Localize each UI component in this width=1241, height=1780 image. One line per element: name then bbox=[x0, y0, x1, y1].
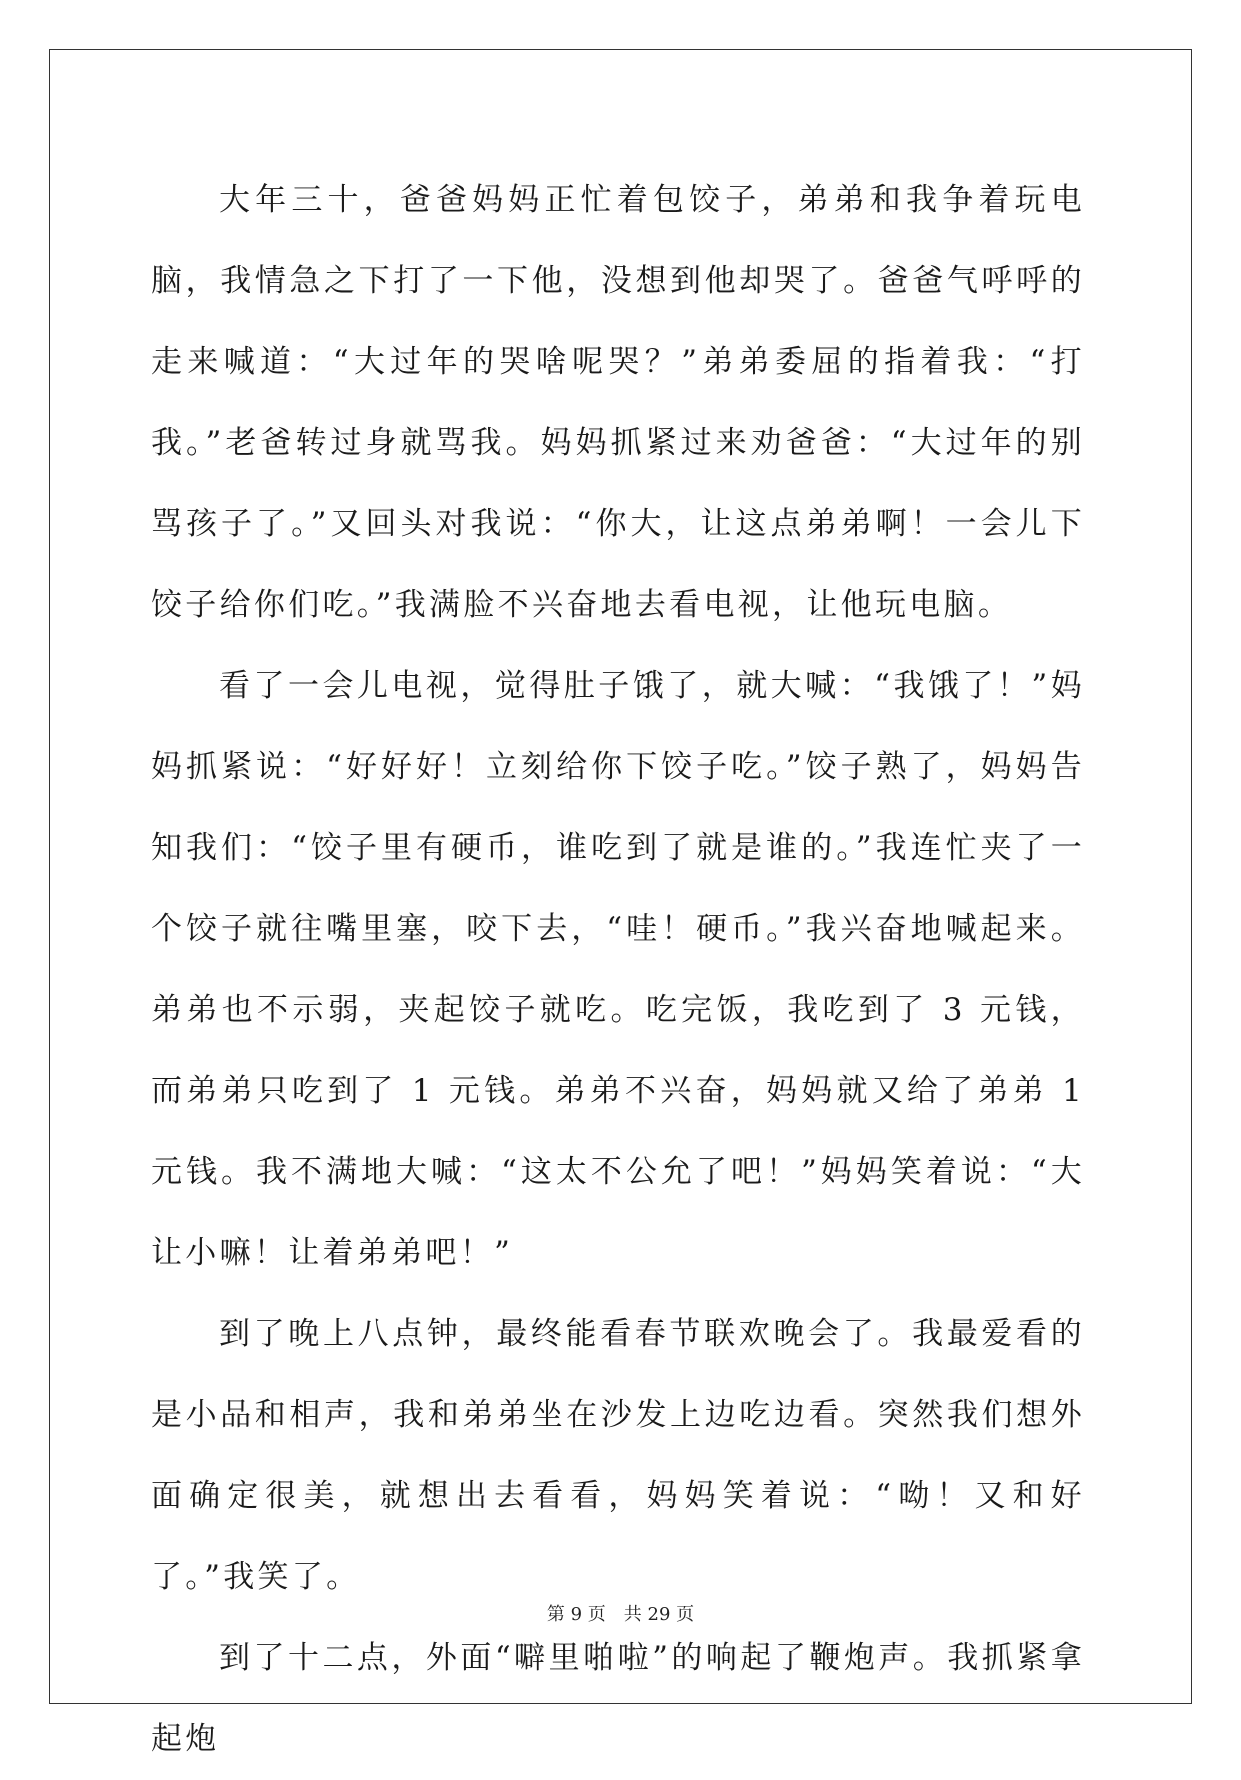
document-body bbox=[151, 160, 1085, 1780]
paragraph-1: 大年三十，爸爸妈妈正忙着包饺子，弟弟和我争着玩电脑，我情急之下打了一下他，没想到他却哭了。爸爸气呼呼的走来喊道：“大过年的哭啥呢哭？”弟弟委屈的指着我：“打我。”老爸转过身就骂我。妈妈抓紧过来劝爸爸：“大过年的别骂孩子了。”又回头对我说：“你大，让这点弟弟啊！一会儿下饺子给你们吃。”我满脸不兴奋地去看电视，让他玩电脑。 bbox=[151, 182, 1085, 623]
paragraph-3: 到了晚上八点钟，最终能看春节联欢晚会了。我最爱看的是小品和相声，我和弟弟坐在沙发上边吃边看。突然我们想外面确定很美，就想出去看看，妈妈笑着说：“呦！又和好了。”我笑了。 bbox=[151, 1316, 1085, 1595]
paragraph-2: 看了一会儿电视，觉得肚子饿了，就大喊：“我饿了！”妈妈抓紧说：“好好好！立刻给你下饺子吃。”饺子熟了，妈妈告知我们：“饺子里有硬币，谁吃到了就是谁的。”我连忙夹了一个饺子就往嘴里塞，咬下去，“哇！硬币。”我兴奋地喊起来。弟弟也不示弱，夹起饺子就吃。吃完饭，我吃到了 3 元钱，而弟弟只吃到了 1 元钱。弟弟不兴奋，妈妈就又给了弟弟 1 元钱。我不满地大喊：“这太不公允了吧！”妈妈笑着说：“大让小嘛！让着弟弟吧！” bbox=[151, 668, 1085, 1271]
page-number-footer: 第 9 页 共 29 页 bbox=[546, 1604, 695, 1625]
paragraph-4: 到了十二点，外面“噼里啪啦”的响起了鞭炮声。我抓紧拿起炮 bbox=[151, 1640, 1085, 1757]
